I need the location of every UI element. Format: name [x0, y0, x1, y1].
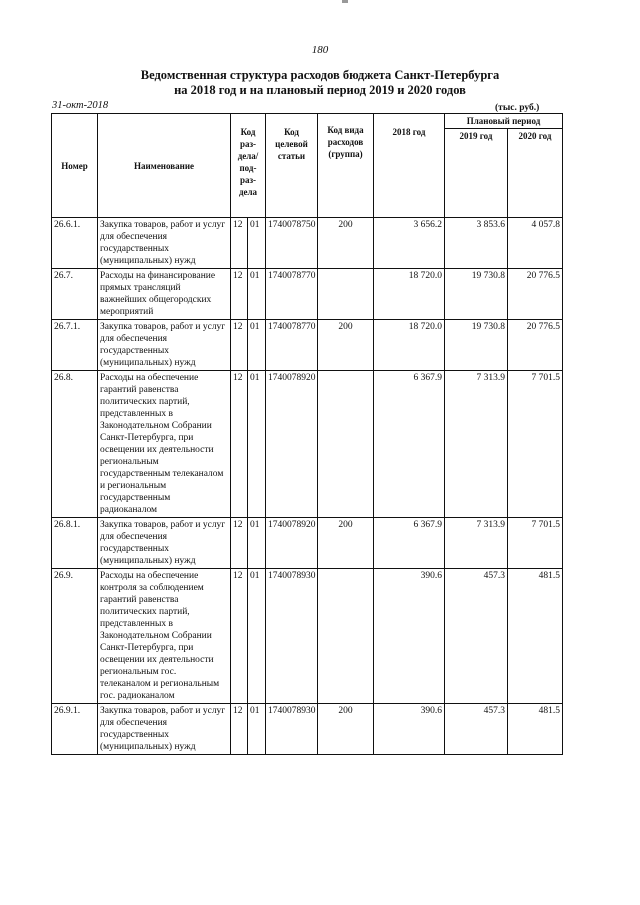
row-target-code: 1740078770: [266, 269, 318, 320]
row-amount-2020: 20 776.5: [508, 320, 563, 371]
row-amount-2018: 18 720.0: [374, 269, 445, 320]
row-name: Закупка товаров, работ и услуг для обеспечения государственных (муниципальных) нужд: [98, 518, 231, 569]
header-name: Наименование: [98, 114, 231, 218]
header-2020: 2020 год: [508, 129, 563, 218]
row-section-code: 12: [231, 569, 248, 704]
row-amount-2019: 7 313.9: [445, 371, 508, 518]
row-expense-type-code: 200: [318, 518, 374, 569]
row-section-code: 12: [231, 218, 248, 269]
row-expense-type-code: 200: [318, 704, 374, 755]
row-section-code: 12: [231, 320, 248, 371]
row-amount-2019: 7 313.9: [445, 518, 508, 569]
row-amount-2019: 19 730.8: [445, 320, 508, 371]
row-name: Расходы на обеспечение контроля за соблюдением гарантий равенства политических партий, представленных в Законодательном Собрании Санкт-Петербурга, при освещении их деятельности региональным гос. телеканалом и региональным гос. радиоканалом: [98, 569, 231, 704]
table-row: [52, 269, 563, 320]
units-label: (тыс. руб.): [495, 103, 540, 113]
table-row: [52, 569, 563, 704]
header-expense-type: Код вида расходов (группа): [318, 114, 374, 218]
row-name: Закупка товаров, работ и услуг для обеспечения государственных (муниципальных) нужд: [98, 218, 231, 269]
document-date: 31-окт-2018: [52, 100, 109, 111]
row-subsection-code: 01: [248, 218, 266, 269]
row-amount-2020: 20 776.5: [508, 269, 563, 320]
row-subsection-code: 01: [248, 320, 266, 371]
row-section-code: 12: [231, 518, 248, 569]
row-name: Расходы на финансирование прямых трансляций важнейших общегородских мероприятий: [98, 269, 231, 320]
row-amount-2019: 19 730.8: [445, 269, 508, 320]
table-row: [52, 704, 563, 755]
row-amount-2019: 457.3: [445, 569, 508, 704]
row-amount-2018: 18 720.0: [374, 320, 445, 371]
row-target-code: 1740078920: [266, 518, 318, 569]
row-amount-2018: 390.6: [374, 569, 445, 704]
row-target-code: 1740078930: [266, 569, 318, 704]
header-target: Код целевой статьи: [266, 114, 318, 218]
row-amount-2020: 7 701.5: [508, 518, 563, 569]
row-expense-type-code: [318, 371, 374, 518]
table-row: [52, 371, 563, 518]
row-amount-2019: 457.3: [445, 704, 508, 755]
budget-table: [51, 113, 563, 755]
table-row: [52, 218, 563, 269]
row-number: 26.7.: [52, 269, 98, 320]
row-name: Закупка товаров, работ и услуг для обеспечения государственных (муниципальных) нужд: [98, 704, 231, 755]
row-subsection-code: 01: [248, 704, 266, 755]
row-section-code: 12: [231, 371, 248, 518]
title-line-1: Ведомственная структура расходов бюджета Санкт-Петербурга: [140, 68, 500, 82]
header-2018: 2018 год: [374, 114, 445, 218]
row-number: 26.7.1.: [52, 320, 98, 371]
budget-table-body: [52, 218, 563, 755]
row-amount-2020: 481.5: [508, 704, 563, 755]
row-amount-2020: 4 057.8: [508, 218, 563, 269]
row-amount-2018: 6 367.9: [374, 371, 445, 518]
row-amount-2018: 390.6: [374, 704, 445, 755]
row-number: 26.9.1.: [52, 704, 98, 755]
row-number: 26.8.1.: [52, 518, 98, 569]
row-expense-type-code: 200: [318, 320, 374, 371]
row-subsection-code: 01: [248, 269, 266, 320]
row-amount-2020: 7 701.5: [508, 371, 563, 518]
page-title: [0, 68, 640, 98]
row-amount-2018: 6 367.9: [374, 518, 445, 569]
row-target-code: 1740078770: [266, 320, 318, 371]
table-row: [52, 320, 563, 371]
row-amount-2018: 3 656.2: [374, 218, 445, 269]
table-row: [52, 518, 563, 569]
title-line-2: на 2018 год и на плановый период 2019 и 2020 годов: [174, 83, 466, 97]
row-target-code: 1740078930: [266, 704, 318, 755]
header-number: Номер: [52, 114, 98, 218]
row-section-code: 12: [231, 269, 248, 320]
scan-mark: [342, 0, 348, 3]
row-subsection-code: 01: [248, 518, 266, 569]
row-subsection-code: 01: [248, 371, 266, 518]
row-name: Расходы на обеспечение гарантий равенства политических партий, представленных в Законодательном Собрании Санкт-Петербурга, при освещении их деятельности региональным государственным телеканалом и региональным государственным радиоканалом: [98, 371, 231, 518]
row-number: 26.8.: [52, 371, 98, 518]
header-2019: 2019 год: [445, 129, 508, 218]
header-plan-period: Плановый период: [445, 114, 563, 129]
row-expense-type-code: 200: [318, 218, 374, 269]
row-number: 26.6.1.: [52, 218, 98, 269]
row-amount-2019: 3 853.6: [445, 218, 508, 269]
row-expense-type-code: [318, 569, 374, 704]
row-amount-2020: 481.5: [508, 569, 563, 704]
page-number: 180: [311, 44, 329, 56]
row-expense-type-code: [318, 269, 374, 320]
row-name: Закупка товаров, работ и услуг для обеспечения государственных (муниципальных) нужд: [98, 320, 231, 371]
header-section: Код раз-дела/ под-раз-дела: [231, 114, 266, 218]
row-section-code: 12: [231, 704, 248, 755]
row-subsection-code: 01: [248, 569, 266, 704]
row-target-code: 1740078750: [266, 218, 318, 269]
row-target-code: 1740078920: [266, 371, 318, 518]
row-number: 26.9.: [52, 569, 98, 704]
